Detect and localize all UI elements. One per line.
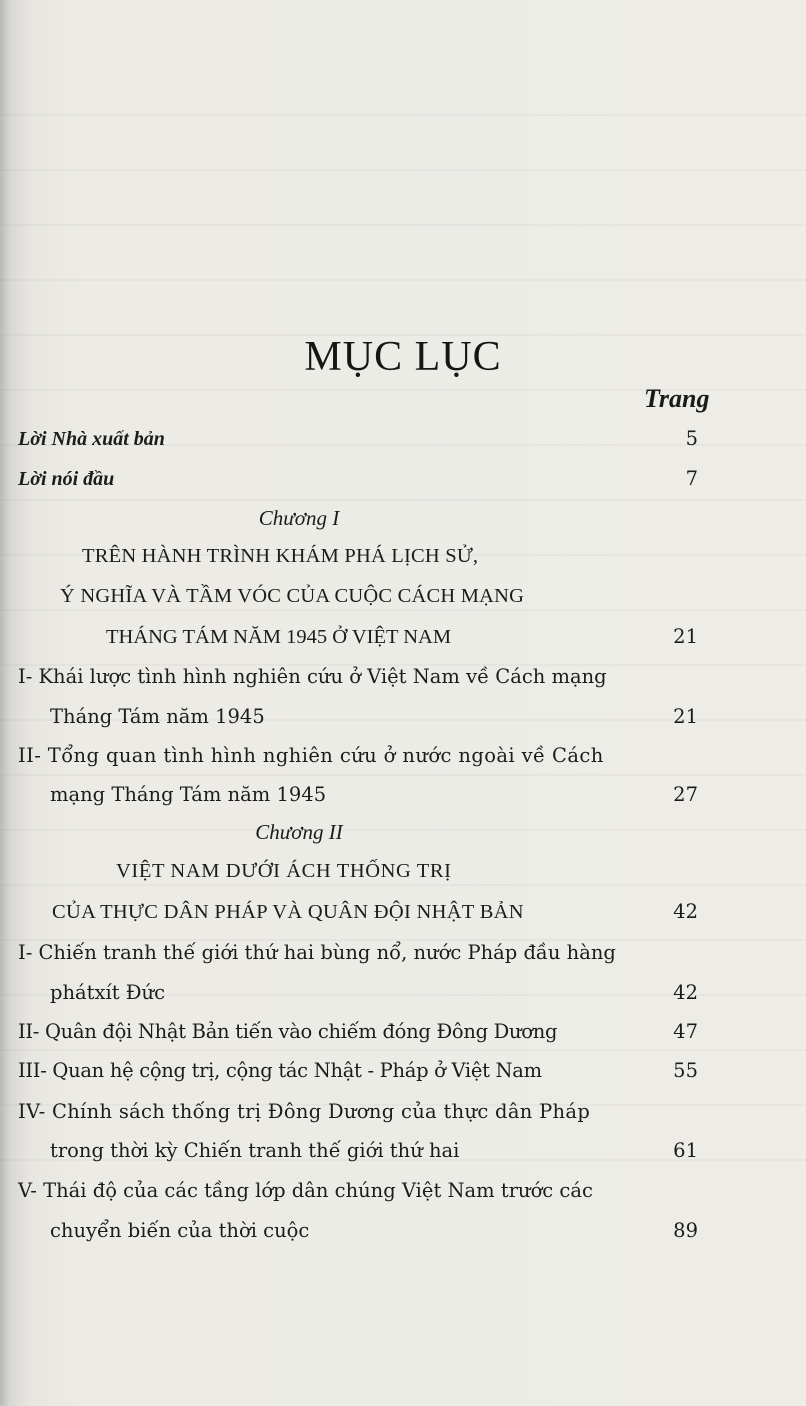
toc-entry-page: 21: [673, 625, 698, 648]
toc-entry-title: II- Quân đội Nhật Bản tiến vào chiếm đóng Đông Dương: [18, 1020, 558, 1043]
toc-entry-page: 55: [673, 1059, 698, 1082]
toc-entry-title: trong thời kỳ Chiến tranh thế giới thứ hai: [50, 1139, 460, 1162]
chapter-2-label: Chương II: [255, 820, 343, 844]
toc-entry-title: V- Thái độ của các tầng lớp dân chúng Việt Nam trước các: [18, 1179, 593, 1202]
chapter-1-label: Chương I: [258, 506, 340, 530]
toc-entry-title: I- Chiến tranh thế giới thứ hai bùng nổ, nước Pháp đầu hàng: [18, 941, 616, 964]
chapter-2-title-line-1: VIỆT NAM DƯỚI ÁCH THỐNG TRỊ: [116, 860, 452, 882]
toc-entry-page: 42: [673, 900, 698, 923]
toc-entry-title: mạng Tháng Tám năm 1945: [50, 783, 327, 806]
chapter-1-title-line-2: Ý NGHĨA VÀ TẦM VÓC CỦA CUỘC CÁCH MẠNG: [60, 585, 525, 607]
toc-entry-title: IV- Chính sách thống trị Đông Dương của thực dân Pháp: [18, 1100, 591, 1123]
toc-entry-page: 89: [673, 1219, 698, 1242]
chapter-1-title-line-3: THÁNG TÁM NĂM 1945 Ở VIỆT NAM: [106, 626, 452, 648]
toc-entry-title: II- Tổng quan tình hình nghiên cứu ở nước ngoài về Cách: [18, 744, 604, 767]
chapter-1-title-line-1: TRÊN HÀNH TRÌNH KHÁM PHÁ LỊCH SỬ,: [82, 545, 479, 567]
toc-entry-title: III- Quan hệ cộng trị, cộng tác Nhật - Pháp ở Việt Nam: [18, 1059, 542, 1082]
toc-entry-page: 47: [673, 1020, 698, 1043]
toc-entry-page: 7: [685, 467, 698, 490]
toc-entry-title: I- Khái lược tình hình nghiên cứu ở Việt Nam về Cách mạng: [18, 665, 607, 688]
toc-entry-title: Tháng Tám năm 1945: [50, 705, 265, 728]
toc-entry-title: phátxít Đức: [50, 981, 165, 1004]
toc-entry-page: 61: [673, 1139, 698, 1162]
toc-entry-page: 21: [673, 705, 698, 728]
toc-entry-title: chuyển biến của thời cuộc: [50, 1219, 310, 1242]
page-title: MỤC LỤC: [304, 334, 502, 380]
toc-entry-title: Lời Nhà xuất bản: [18, 428, 165, 450]
chapter-2-title-line-2: CỦA THỰC DÂN PHÁP VÀ QUÂN ĐỘI NHẬT BẢN: [52, 901, 524, 923]
toc-entry-page: 5: [685, 427, 698, 450]
page-column-label: Trang: [644, 384, 710, 413]
toc-entry-title: Lời nói đầu: [18, 468, 115, 490]
toc-entry-page: 42: [673, 981, 698, 1004]
toc-entry-page: 27: [673, 783, 698, 806]
